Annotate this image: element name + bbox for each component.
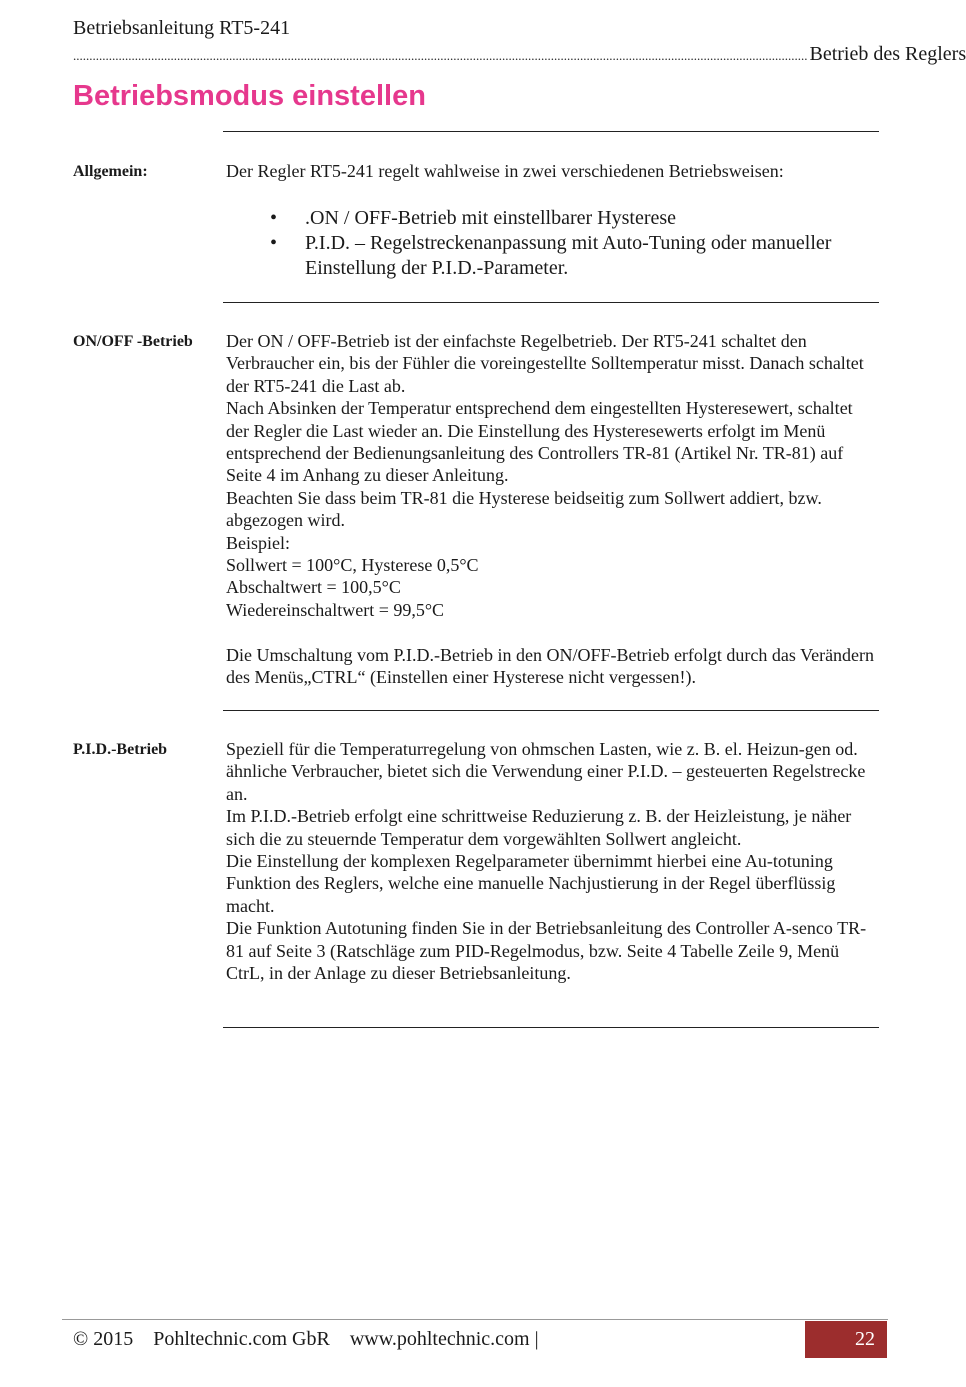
pid-paragraph: Speziell für die Temperaturregelung von ohmschen Lasten, wie z. B. el. Heizun-gen od. ähnliche Verbraucher, bietet sich die Verwendung einer P.I.D. – gesteuerten Regelstrecke an. xyxy=(226,739,866,804)
pid-paragraph: Im P.I.D.-Betrieb erfolgt eine schrittweise Reduzierung z. B. der Heizleistung, je näher sich die zu steuernde Temperatur dem vorgewählten Sollwert angleicht. xyxy=(226,806,852,849)
list-item: • .ON / OFF-Betrieb mit einstellbarer Hysterese xyxy=(270,206,880,231)
divider-rule xyxy=(223,302,879,303)
onoff-example-label: Beispiel: xyxy=(226,532,290,553)
onoff-paragraph: Die Umschaltung vom P.I.D.-Betrieb in den ON/OFF-Betrieb erfolgt durch das Verändern des Menüs„CTRL“ (Einstellen einer Hysterese nicht vergessen!). xyxy=(226,644,875,688)
pid-body xyxy=(226,738,878,984)
onoff-body xyxy=(226,330,878,688)
running-header xyxy=(73,38,966,66)
divider-rule xyxy=(223,710,879,711)
allgemein-intro-text: Der Regler RT5-241 regelt wahlweise in zwei verschiedenen Betriebsweisen: xyxy=(226,161,784,181)
page-heading: Betriebsmodus einstellen xyxy=(73,80,426,112)
label-onoff: ON/OFF -Betrieb xyxy=(73,333,193,350)
onoff-paragraph: Beachten Sie dass beim TR-81 die Hysterese beidseitig zum Sollwert addiert, bzw. abgezogen wird. xyxy=(226,487,822,531)
onoff-example-line: Abschaltwert = 100,5°C xyxy=(226,577,401,598)
divider-rule xyxy=(223,131,879,132)
onoff-paragraph: Der ON / OFF-Betrieb ist der einfachste Regelbetrieb. Der RT5-241 schaltet den Verbraucher ein, bis der Fühler die voreingestellte Solltemperatur misst. Danach schaltet der RT5-241 die Last ab. xyxy=(226,331,864,396)
page-number: 22 xyxy=(805,1321,887,1358)
footer-copyright: © 2015 Pohltechnic.com GbR www.pohltechnic.com | xyxy=(73,1328,539,1350)
divider-rule xyxy=(223,1027,879,1028)
onoff-paragraph: Nach Absinken der Temperatur entsprechend dem eingestellten Hysteresewert, schaltet der Regler die Last wieder an. Die Einstellung des Hysteresewerts erfolgt im Menü entsprechend der Bedienungsanleitung des Controllers TR-81 (Artikel Nr. TR-81) auf Seite 4 im Anhang zu dieser Anleitung. xyxy=(226,398,853,486)
operating-modes-list xyxy=(270,206,880,281)
footer-rule xyxy=(62,1319,888,1320)
allgemein-intro xyxy=(226,160,878,182)
list-item: • P.I.D. – Regelstreckenanpassung mit Auto-Tuning oder manueller Einstellung der P.I.D.-Parameter. xyxy=(270,231,880,281)
pid-paragraph: Die Funktion Autotuning finden Sie in der Betriebsanleitung des Controller A-senco TR-81 auf Seite 3 (Ratschläge zum PID-Regelmodus, bzw. Seite 4 Tabelle Zeile 9, Menü CtrL, in der Anlage zu dieser Betriebsanleitung. xyxy=(226,918,867,984)
onoff-example-line: Sollwert = 100°C, Hysterese 0,5°C xyxy=(226,555,479,576)
pid-paragraph: Die Einstellung der komplexen Regelparameter übernimmt hierbei eine Au-totuning Funktion des Reglers, welche eine manuelle Nachjustierung in der Regel überflüssig macht. xyxy=(226,851,836,916)
label-allgemein: Allgemein: xyxy=(73,163,148,180)
dot-leader: .................................................................................................................................................................................................................................. xyxy=(73,48,808,63)
onoff-example-line: Wiedereinschaltwert = 99,5°C xyxy=(226,599,445,620)
document-title: Betriebsanleitung RT5-241 xyxy=(73,17,291,39)
label-pid: P.I.D.-Betrieb xyxy=(73,741,168,758)
section-title: Betrieb des Reglers xyxy=(809,43,966,65)
